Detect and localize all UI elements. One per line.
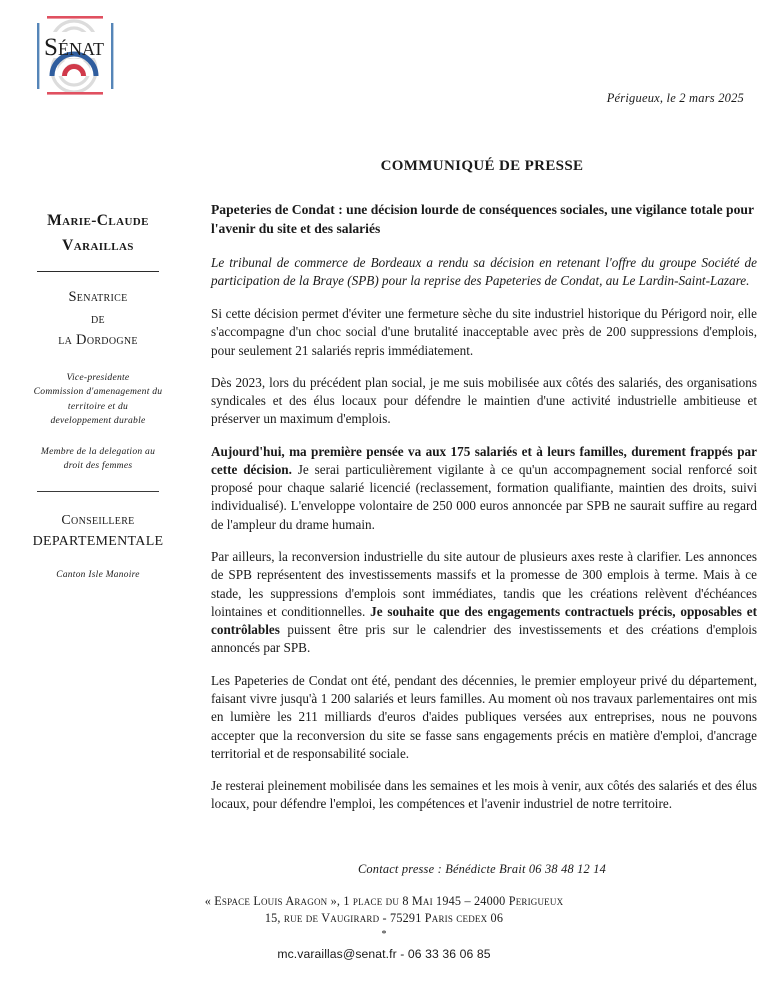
senator-role-line-2: de	[91, 310, 105, 327]
paragraph-4-emphasis: Je souhaite que des engagements contractuels précis, opposables et contrôlables	[211, 603, 757, 638]
paragraph-4-text-end: puissent être pris sur le calendrier des investissements et des créations d'emplois annoncés par SPB.	[211, 622, 757, 656]
paragraph-3-emphasis: Aujourd'hui, ma première pensée va aux 175 salariés et à leurs familles, durement frappés par cette décision.	[211, 443, 757, 477]
footer-address-line-1: « Espace Louis Aragon », 1 place du 8 Mai 1945 – 24000 Perigueux	[204, 894, 564, 908]
document-heading: Papeteries de Condat : une décision lourde de conséquences sociales, une vigilance totale pour l'avenir du site et des salariés	[211, 202, 754, 236]
council-role-line-2: DEPARTEMENTALE	[32, 534, 164, 550]
commission-block	[0, 371, 196, 429]
press-release-title: COMMUNIQUÉ DE PRESSE	[380, 158, 584, 174]
senator-name-line-2: Varaillas	[62, 237, 134, 255]
paragraph-4-text-start: Par ailleurs, la reconversion industrielle du site autour de plusieurs axes reste à clarifier. Les annonces de SPB représentent des investissements massifs et la promesse de 300 emplois à terme. Mais à ce stade, les suppressions d'emplois sont immédiates, tandis que les créations relèvent d'échéances lointaines et conditionnelles.	[211, 549, 757, 619]
paragraph-1: Si cette décision permet d'éviter une fermeture sèche du site industriel historique du Périgord noir, elle s'accompagne d'un choc social d'une brutalité inacceptable avec près de 200 suppressions d'emplois, pour seulement 21 salariés repris immédiatement.	[211, 305, 757, 358]
sidebar	[0, 208, 196, 580]
press-contact-line: Contact presse : Bénédicte Brait 06 38 48 12 14	[357, 862, 607, 876]
commission-line-4: developpement durable	[50, 415, 146, 427]
paragraph-6: Je resterai pleinement mobilisée dans les semaines et les mois à venir, aux côtés des salariés et des élus locaux, pour défendre l'emploi, les compétences et l'avenir industriel de notre territoire.	[211, 778, 757, 812]
paragraph-3	[211, 443, 757, 534]
document-lede: Le tribunal de commerce de Bordeaux a rendu sa décision en retenant l'offre du groupe Société de participation de la Braye (SPB) pour la reprise des Papeteries de Condat, au Le Lardin-Saint-Lazare.	[211, 254, 757, 288]
footer	[0, 893, 768, 961]
senat-logo	[22, 10, 126, 102]
sidebar-divider-top	[37, 271, 159, 272]
footer-email-phone: mc.varaillas@senat.fr - 06 33 36 06 85	[277, 946, 491, 961]
footer-address-line-2: 15, rue de Vaugirard - 75291 Paris cedex 06	[264, 911, 504, 926]
paragraph-2: Dès 2023, lors du précédent plan social, je me suis mobilisée aux côtés des salariés, des organisations syndicales et des élus locaux pour défendre le maintien d'une activité industrielle ambitieuse et préserver un maximum d'emplois.	[211, 374, 757, 427]
delegation-line-2: droit des femmes	[63, 460, 133, 472]
paragraph-4	[211, 548, 757, 658]
commission-line-1: Vice-presidente	[66, 371, 130, 383]
canton-label: Canton Isle Manoire	[56, 570, 140, 581]
delegation-block	[0, 445, 196, 474]
senator-role-line-3: la Dordogne	[58, 332, 138, 349]
document-body	[211, 201, 757, 828]
senator-role-line-1: Senatrice	[68, 289, 128, 306]
senator-name-line-1: Marie-Claude	[47, 212, 149, 229]
logo-wordmark: Sénat	[44, 34, 104, 61]
council-role-line-1: Conseillere	[61, 513, 135, 529]
delegation-line-1: Membre de la delegation au	[40, 445, 156, 457]
paragraph-5: Les Papeteries de Condat ont été, pendant des décennies, le premier employeur privé du département, faisant vivre jusqu'à 1 200 salariés et leurs familles. Au moment où nos travaux parlementaires ont mis en lumière les 211 milliards d'euros d'aides publiques versées aux entreprises, nous ne pouvons accepter que la reconversion du site se fasse sans engagements précis en matière d'emploi, d'ancrage territorial et de responsabilité sociale.	[211, 672, 757, 761]
paragraph-3-text: Je serai particulièrement vigilante à ce qu'un accompagnement social renforcé soit proposé pour chaque salarié licencié (reclassement, formation qualifiante, maintien des droits, suivi individualisé). L'enveloppe volontaire de 250 000 euros annoncée par SPB ne saurait suffire au regard de l'ampleur du drame humain.	[211, 461, 757, 532]
date-line: Périgueux, le 2 mars 2025	[606, 91, 744, 105]
commission-line-3: territoire et du	[67, 400, 129, 412]
sidebar-divider-bottom	[37, 491, 159, 492]
commission-line-2: Commission d'amenagement du	[33, 386, 163, 398]
footer-separator: *	[381, 928, 387, 940]
